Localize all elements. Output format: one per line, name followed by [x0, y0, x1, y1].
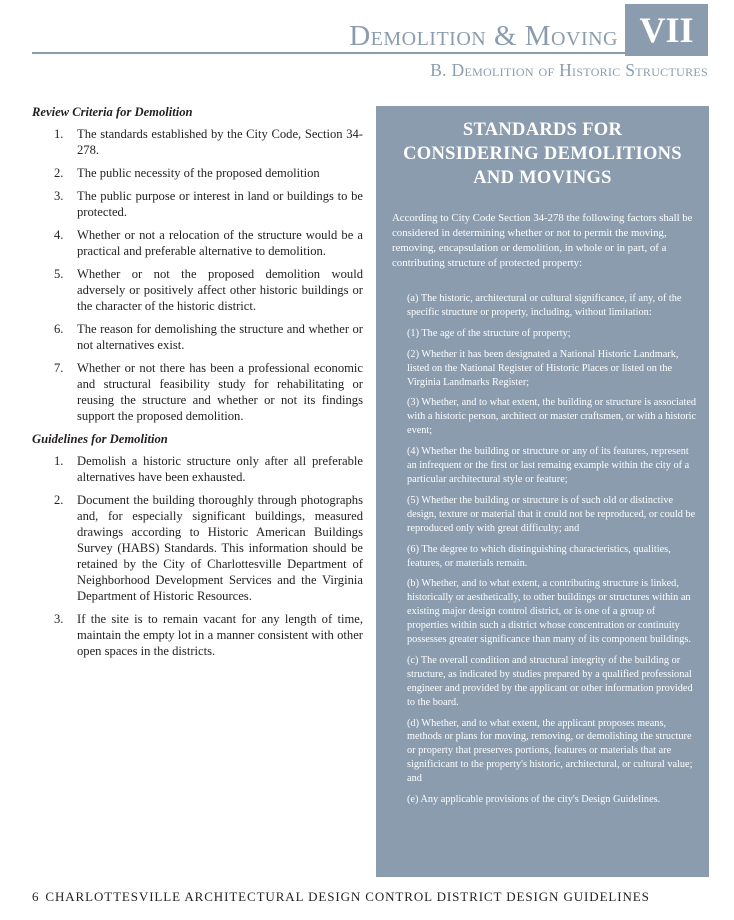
list-item: (d) Whether, and to what extent, the applicant proposes means, methods or plans for moving, removing, or demolishing the structure or property that preserves portions, features or materials that are significicant to the property's historic, architectural, or cultural value; and [407, 717, 693, 785]
review-criteria-list [32, 126, 363, 424]
review-criteria-heading: Review Criteria for Demolition [32, 105, 193, 119]
list-item: 1. Demolish a historic structure only after all preferable alternatives have been exhausted. [54, 454, 363, 484]
sidebar-intro: According to City Code Section 34-278 the following factors shall be considered in determining whether or not to permit the moving, removing, encapsulation or demolition, in whole or in part, of a contributing structure of protected property: [392, 212, 693, 269]
section-subtitle: B. Demolition of Historic Structures [430, 60, 708, 80]
standards-sidebar [376, 106, 709, 877]
chapter-number: VII [639, 10, 694, 50]
page-number: 6 [32, 889, 40, 904]
guidelines-list [32, 453, 363, 659]
list-item: (6) The degree to which distinguishing characteristics, qualities, features, or materials remain. [407, 543, 671, 569]
list-item: (a) The historic, architectural or cultural significance, if any, of the specific structure or property, including, without limitation: [407, 293, 682, 318]
list-item: (e) Any applicable provisions of the city's Design Guidelines. [407, 794, 661, 806]
list-item: 2. The public necessity of the proposed demolition [54, 166, 320, 180]
sidebar-title: STANDARDS FOR CONSIDERING DEMOLITIONS AND MOVINGS [403, 120, 682, 188]
list-item: 7. Whether or not there has been a professional economic and structural feasibility study for rehabilitating or reusing the structure and whether or not its findings support the proposed demolition. [54, 361, 363, 423]
list-item: (c) The overall condition and structural integrity of the building or structure, as indicated by studies prepared by a qualified professional engineer and provided by the applicant or other information provided to the board. [407, 654, 693, 708]
sidebar-factors-list [407, 292, 698, 814]
header-rule [32, 52, 625, 54]
list-item: (b) Whether, and to what extent, a contributing structure is linked, historically or aesthetically, to other buildings or structures within an existing major design control district, or is one of a group of properties within such a district whose concentration or continuity possesses greater significance than many of its component buildings. [407, 578, 691, 646]
list-item: 3. The public purpose or interest in land or buildings to be protected. [54, 189, 363, 219]
list-item: 5. Whether or not the proposed demolition would adversely or positively affect other historic buildings or the character of the historic district. [54, 267, 363, 313]
list-item: 6. The reason for demolishing the structure and whether or not alternatives exist. [54, 322, 363, 352]
list-item: (5) Whether the building or structure is of such old or distinctive design, texture or material that it could not be reproduced, or could be reproduced only with great difficulty; and [407, 494, 696, 534]
chapter-number-box [625, 4, 708, 56]
page-footer [32, 889, 650, 905]
chapter-title: Demolition & Moving [349, 20, 618, 52]
list-item: (1) The age of the structure of property; [407, 327, 571, 339]
list-item: (4) Whether the building or structure or any of its features, represent an infrequent or the first or last remaing example within the city of a particular architectural style or feature; [407, 446, 690, 485]
left-column [32, 104, 363, 666]
list-item: 1. The standards established by the City Code, Section 34-278. [54, 127, 363, 157]
list-item: 4. Whether or not a relocation of the structure would be a practical and preferable alternative to demolition. [54, 228, 363, 258]
footer-title: CHARLOTTESVILLE ARCHITECTURAL DESIGN CONTROL DISTRICT DESIGN GUIDELINES [45, 889, 650, 904]
guidelines-heading: Guidelines for Demolition [32, 432, 168, 446]
list-item: (3) Whether, and to what extent, the building or structure is associated with a historic person, architect or master craftsmen, or with a historic event; [407, 397, 697, 437]
list-item: 3. If the site is to remain vacant for any length of time, maintain the empty lot in a manner consistent with other open spaces in the districts. [54, 612, 363, 658]
list-item: (2) Whether it has been designated a National Historic Landmark, listed on the National Register of Historic Places or listed on the Virginia Landmarks Register; [407, 348, 679, 388]
list-item: 2. Document the building thoroughly through photographs and, for especially significant buildings, measured drawings according to Historic American Buildings Survey (HABS) Standards. This information should be retained by the City of Charlottesville Department of Neighborhood Development Services and the Virginia Department of Historic Resources. [54, 493, 363, 603]
